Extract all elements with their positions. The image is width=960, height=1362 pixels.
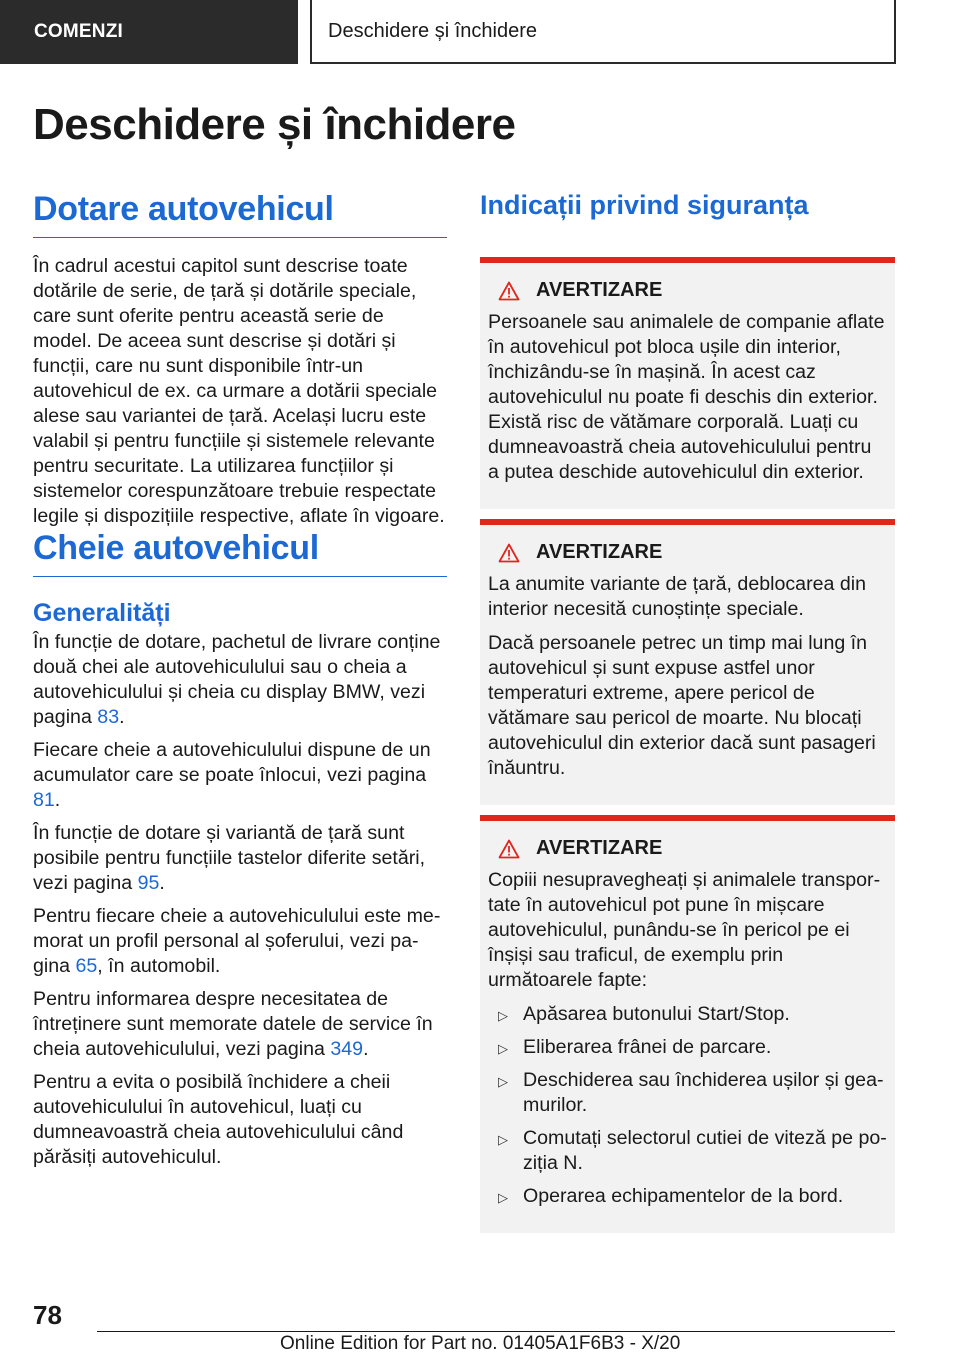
- paragraph-text: Pentru informarea despre necesitatea de întreținere sunt memorate datele de service în cheia autovehiculului, vezi pagina: [33, 988, 433, 1060]
- page-ref-link[interactable]: 65: [75, 955, 98, 977]
- left-column: [33, 190, 447, 1170]
- warning-triangle-icon: [498, 839, 520, 859]
- warning-box-3: [480, 815, 895, 1233]
- triangle-bullet-icon: ▷: [498, 1041, 508, 1056]
- paragraph-text: În funcție de dotare, pachetul de livrare conține două chei ale autovehiculului sau o cheia a autovehiculului și cheia cu display BMW, vezi pagina: [33, 631, 441, 728]
- paragraph-text: Pentru fiecare cheie a autovehiculului este memorat un profil personal al șoferului, vezi pagina: [33, 905, 441, 977]
- list-item-text: Comutați selectorul cutiei de viteză pe poziția N.: [523, 1127, 887, 1174]
- warning-triangle-icon: [498, 543, 520, 563]
- bullet-list: [488, 1002, 887, 1209]
- triangle-bullet-icon: ▷: [498, 1132, 508, 1147]
- heading-cheie-autovehicul: Cheie autovehicul: [33, 529, 447, 577]
- list-item-text: Deschiderea sau închiderea ușilor și geamurilor.: [523, 1069, 884, 1116]
- list-item-text: Eliberarea frânei de parcare.: [523, 1036, 772, 1058]
- page-ref-link[interactable]: 349: [330, 1038, 364, 1060]
- triangle-bullet-icon: ▷: [498, 1190, 508, 1205]
- paragraph-service: [33, 987, 447, 1062]
- paragraph-end: .: [363, 1038, 369, 1060]
- warning-title: [488, 279, 887, 302]
- warning-box-2: [480, 519, 895, 805]
- heading-generalitati: Generalități: [33, 599, 171, 627]
- list-item: [488, 1002, 887, 1027]
- page-ref-link[interactable]: 83: [97, 706, 120, 728]
- section-header: [310, 0, 896, 64]
- list-item-text: Operarea echipamentelor de la bord.: [523, 1185, 844, 1207]
- warning-text: Copiii nesupravegheați și animalele transportate în autovehicul pot pune în mișcare autovehiculul, punându-se în pericol pe ei înșiși sau traficul, de exemplu prin următoarele fapte:: [488, 869, 881, 991]
- heading-dotare-autovehicul: Dotare autovehicul: [33, 190, 447, 238]
- paragraph-acumulator: [33, 738, 447, 813]
- paragraph-dotare: În cadrul acestui capitol sunt descrise toate dotările de serie, de țară și dotările speciale, care sunt oferite pentru această serie de model. De aceea sunt descrise și dotări și funcții, care nu sunt disponibile într-un autovehicul de ex. ca urmare a dotării speciale alese sau variantei de țară. Același lucru este valabil și pentru funcțiile și sistemele relevante pentru securitate. La utilizarea funcțiilor și sistemelor corespunzătoare trebuie respectate legile și dispozițiile respective, aflate în vigoare.: [33, 255, 445, 527]
- paragraph-text: Fiecare cheie a autovehiculului dispune de un acumulator care se poate înlocui, vezi pagina: [33, 739, 431, 786]
- list-item: [488, 1068, 887, 1118]
- paragraph-end: , în automobil.: [97, 955, 221, 977]
- triangle-bullet-icon: ▷: [498, 1008, 508, 1023]
- warning-box-1: [480, 257, 895, 509]
- chapter-label: COMENZI: [34, 21, 124, 42]
- warning-text: La anumite variante de țară, deblocarea din interior necesită cunoștințe speciale.: [488, 573, 866, 620]
- page-title: Deschidere și închidere: [33, 100, 516, 149]
- list-item: [488, 1035, 887, 1060]
- paragraph-setari-taste: [33, 821, 447, 896]
- section-label: Deschidere și închidere: [328, 19, 537, 42]
- list-item-text: Apăsarea butonului Start/Stop.: [523, 1003, 790, 1025]
- warning-text: Persoanele sau animalele de companie aflate în autovehicul pot bloca ușile din interior, închizându-se în mașină. În acest caz autovehiculul nu poate fi deschis din exterior. Există risc de vătămare corporală. Luați cu dumneavoastră cheia autovehiculului pentru a putea deschide autovehiculul din exterior.: [488, 311, 885, 483]
- paragraph-end: .: [54, 789, 61, 811]
- warning-label: AVERTIZARE: [536, 837, 663, 859]
- warning-text: Dacă persoanele petrec un timp mai lung în autovehicul și sunt expuse astfel unor temperaturi extreme, apere pericol de vătămare sau pericol de moarte. Nu blocați autovehiculul din exterior dacă sunt pasageri înăuntru.: [488, 632, 876, 779]
- paragraph-profil-sofer: [33, 904, 447, 979]
- paragraph-end: .: [159, 872, 165, 894]
- right-column: [480, 190, 895, 1233]
- paragraph-inchidere-cheie: Pentru a evita o posibilă închidere a cheii autovehiculului în autovehicul, luați cu dumneavoastră cheia autovehiculului când părăsiți autovehiculul.: [33, 1071, 404, 1168]
- chapter-tab: [0, 0, 298, 64]
- warning-label: AVERTIZARE: [536, 279, 663, 301]
- warning-label: AVERTIZARE: [536, 541, 663, 563]
- paragraph-text: În funcție de dotare și variantă de țară sunt posibile pentru funcțiile tastelor diferite setări, vezi pagina: [33, 822, 426, 894]
- list-item: [488, 1184, 887, 1209]
- heading-indicatii-siguranta: Indicații privind siguranța: [480, 190, 809, 220]
- page-number: 78: [33, 1300, 62, 1330]
- list-item: [488, 1126, 887, 1176]
- page-ref-link[interactable]: 81: [33, 789, 55, 811]
- footer-divider: [97, 1331, 895, 1332]
- warning-title: [488, 541, 887, 564]
- warning-title: [488, 837, 887, 860]
- page-ref-link[interactable]: 95: [137, 872, 160, 894]
- paragraph-chei-livrare: [33, 630, 447, 730]
- footer-edition: Online Edition for Part no. 01405A1F6B3 - X/20: [280, 1333, 681, 1354]
- triangle-bullet-icon: ▷: [498, 1074, 508, 1089]
- paragraph-end: .: [119, 706, 125, 728]
- warning-triangle-icon: [498, 281, 520, 301]
